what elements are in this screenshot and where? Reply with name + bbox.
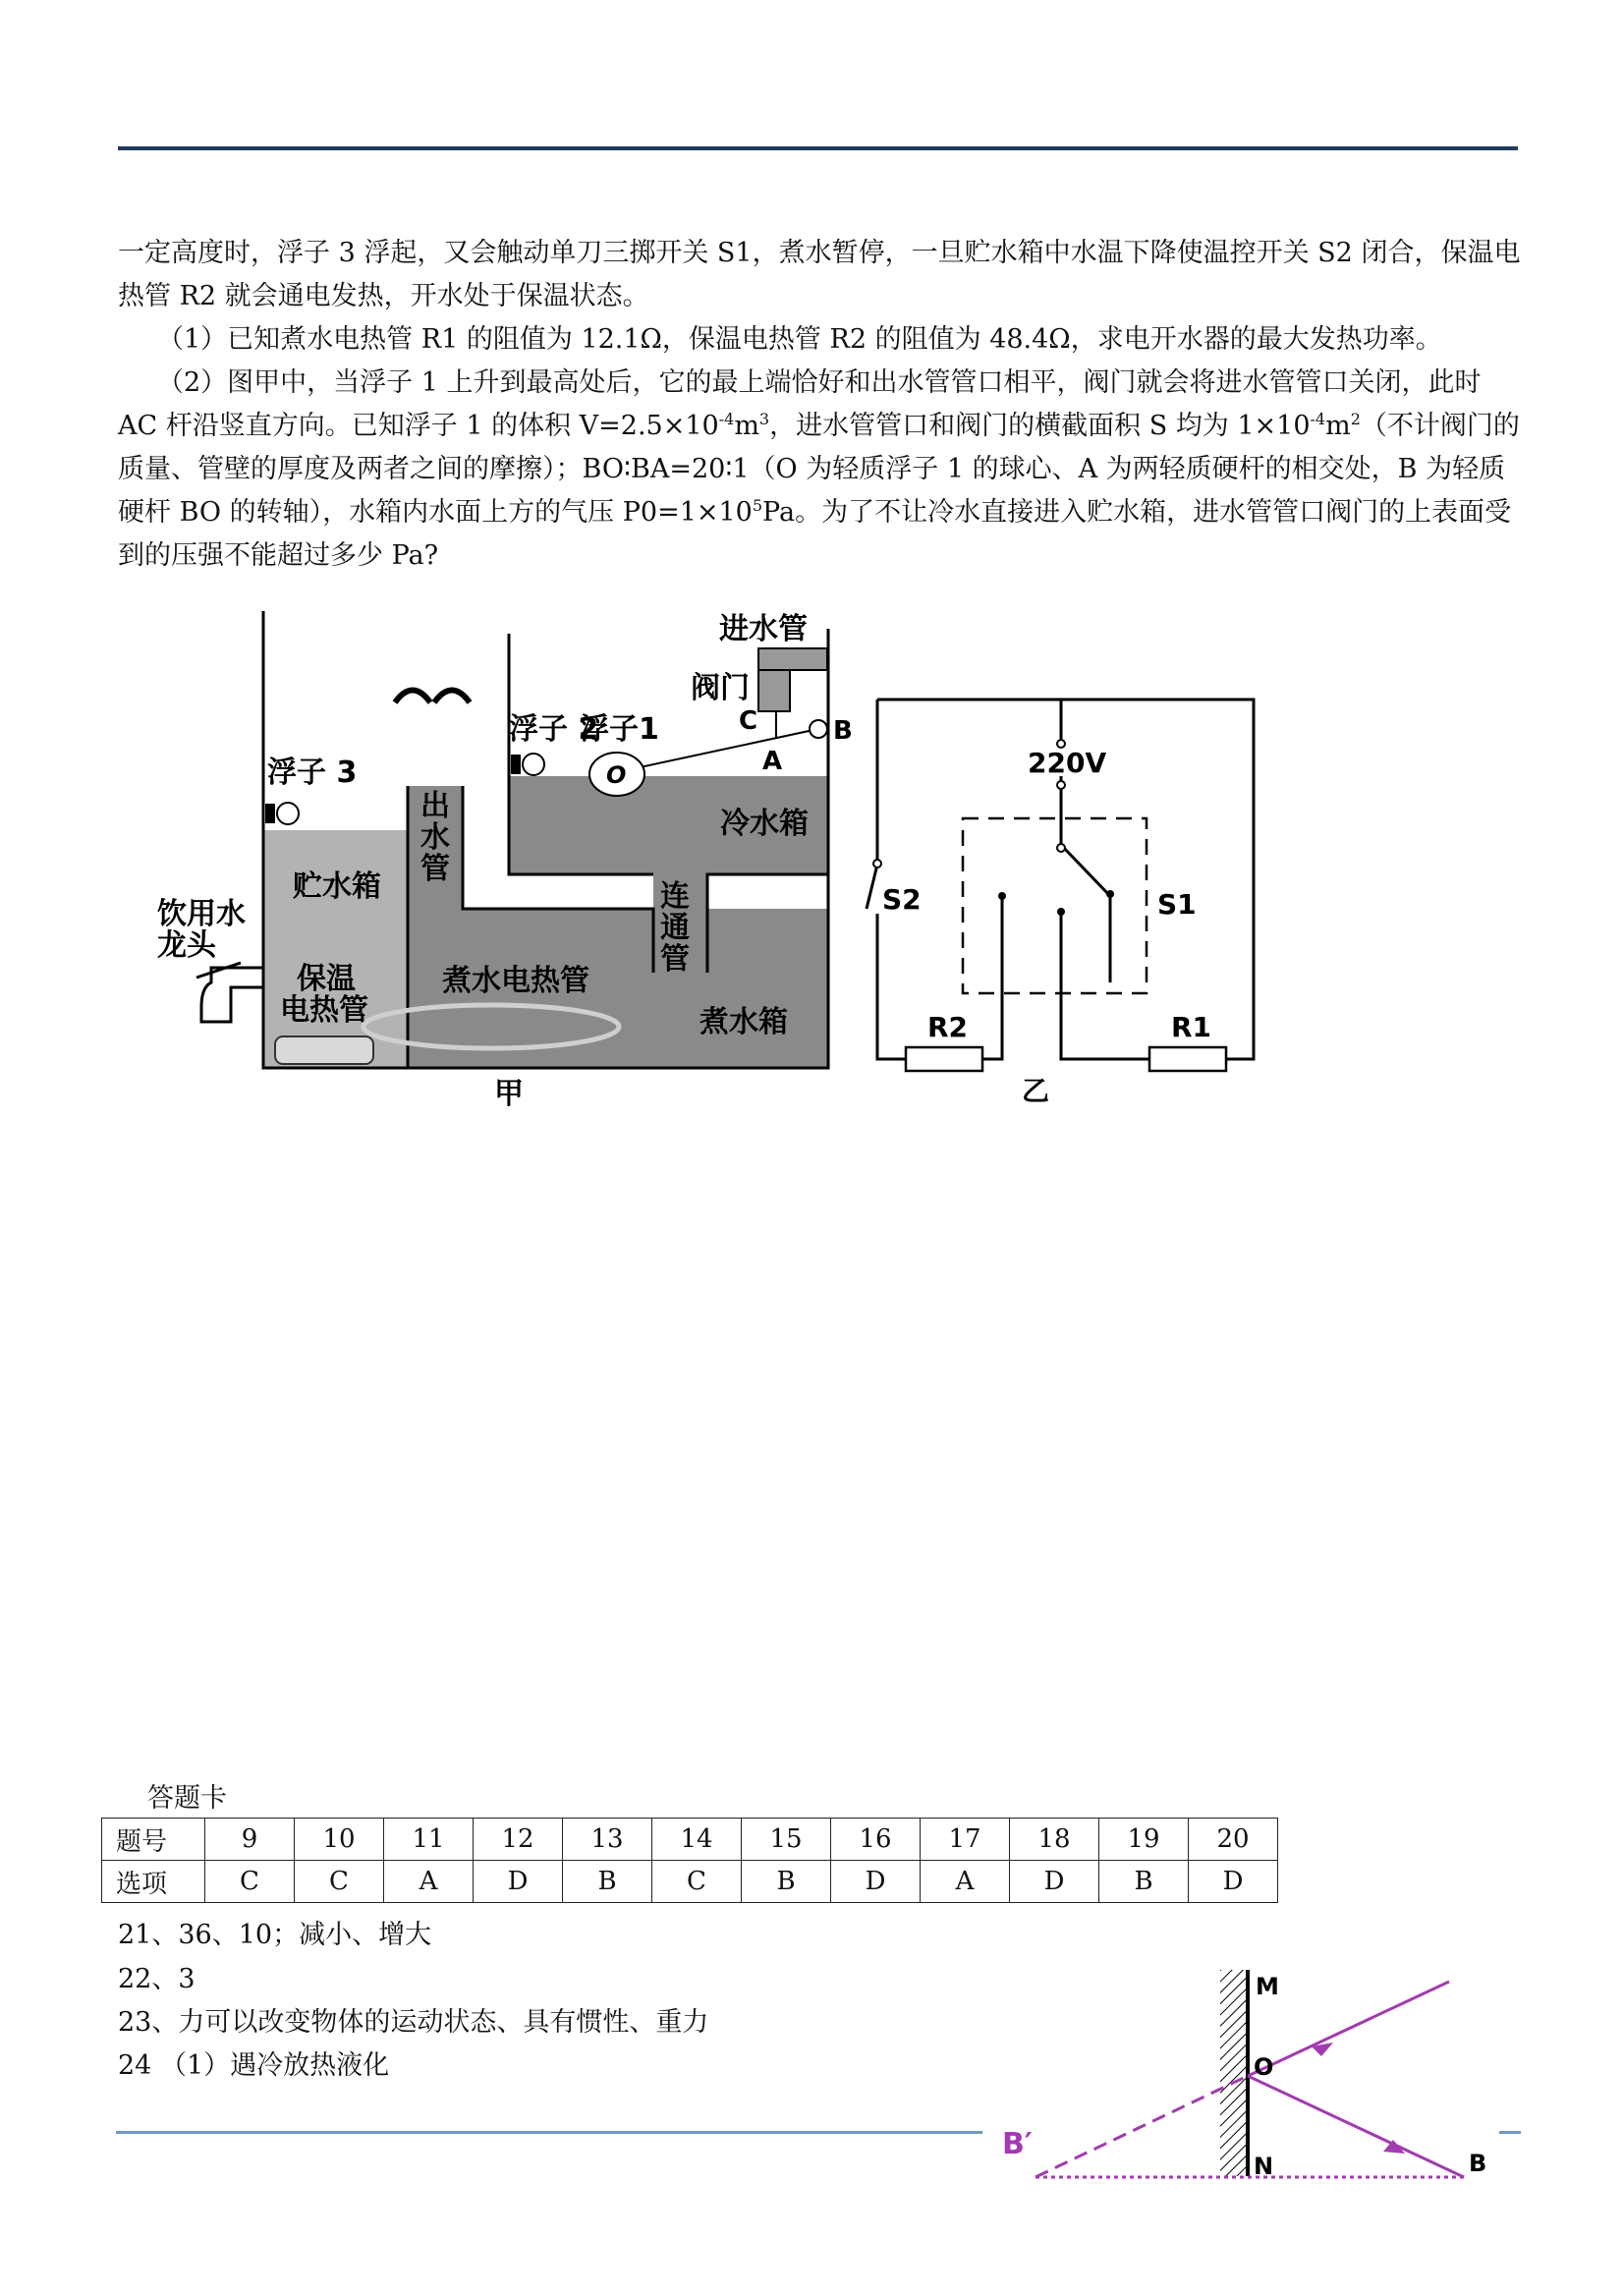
caption-jia: 甲: [494, 1077, 524, 1111]
label-s1: S1: [1157, 888, 1197, 921]
table-cell: D: [1189, 1861, 1278, 1903]
label-inlet-pipe: 进水管: [719, 612, 808, 646]
table-cell: 10: [295, 1819, 384, 1861]
water-heater-figures: [0, 589, 1623, 1140]
steam-icon: [395, 691, 430, 703]
table-cell: 16: [831, 1819, 921, 1861]
inlet-pipe-down: [758, 670, 790, 711]
table-cell: 17: [921, 1819, 1010, 1861]
label-o: O: [1254, 2053, 1274, 2081]
resistor-r1: [1149, 1047, 1226, 1071]
table-cell: 12: [474, 1819, 563, 1861]
keep-warm-coil: [275, 1036, 373, 1064]
table-row: [102, 1819, 1278, 1861]
table-row: [102, 1861, 1278, 1903]
figure-jia: [157, 611, 853, 1111]
footer-rule-right: [1499, 2131, 1521, 2134]
table-cell: 20: [1189, 1819, 1278, 1861]
label-a: A: [762, 747, 783, 776]
table-cell: C: [652, 1861, 742, 1903]
caption-yi: 乙: [1022, 1075, 1050, 1107]
row-header: 题号: [102, 1819, 205, 1861]
table-cell: 15: [742, 1819, 831, 1861]
label-outlet-3: 管: [420, 852, 450, 886]
label-connector-1: 连: [660, 879, 690, 914]
answer-22: 22、3: [118, 1964, 196, 1994]
label-r1: R1: [1171, 1011, 1212, 1043]
label-keep-warm-1: 保温: [297, 962, 356, 996]
table-cell: D: [831, 1861, 921, 1903]
mirror-figure: [982, 1955, 1533, 2191]
float-3: [277, 803, 299, 824]
reflected-ray: [1248, 2076, 1464, 2177]
answer-table: [101, 1818, 1278, 1903]
table-cell: D: [474, 1861, 563, 1903]
label-m: M: [1256, 1973, 1279, 2000]
label-b: B: [1469, 2150, 1487, 2177]
float-2-mount: [511, 755, 521, 774]
table-cell: C: [295, 1861, 384, 1903]
pivot-b: [810, 720, 827, 738]
label-float3: 浮子 3: [267, 756, 358, 790]
row-header: 选项: [102, 1861, 205, 1903]
label-o: O: [606, 761, 627, 789]
label-connector-3: 管: [660, 942, 690, 977]
answer-24: 24 （1）遇冷放热液化: [118, 2050, 390, 2081]
resistor-r2: [906, 1047, 982, 1071]
footer-rule: [116, 2131, 982, 2134]
virtual-ray: [1035, 2076, 1248, 2177]
answer-21: 21、36、10；减小、增大: [118, 1920, 432, 1950]
label-float2: 浮子 2: [509, 712, 599, 747]
question-2: （2）图甲中，当浮子 1 上升到最高处后，它的最上端恰好和出水管管口相平，阀门就会将进水管管口关闭，此时 AC 杆沿竖直方向。已知浮子 1 的体积 $V=2.5\times 10^{-4}m^3$，进水管管口和阀门的横截面积 S 均为 $1\times 10^{-4}m^2$（不计阀门的质量、管壁的厚度及两者之间的摩擦）；BO∶BA=20∶1（O 为轻质浮子 1 的球心、A 为两轻质硬杆的相交处，B 为轻质硬杆 BO 的转轴），水箱内水面上方的气压 $P0=1\times 10^5Pa$。为了不让冷水直接进入贮水箱，进水管管口阀门的上表面受到的压强不能超过多少 Pa?: [118, 367, 1520, 571]
table-cell: D: [1010, 1861, 1099, 1903]
table-cell: C: [205, 1861, 295, 1903]
answer-card-title: 答题卡: [147, 1783, 227, 1814]
label-b: B: [833, 716, 853, 746]
label-float1: 浮子1: [580, 712, 659, 747]
table-cell: 19: [1099, 1819, 1189, 1861]
table-cell: B: [742, 1861, 831, 1903]
label-outlet-2: 水: [420, 820, 450, 855]
label-220v: 220V: [1028, 747, 1107, 779]
label-faucet-1: 饮用水: [157, 897, 246, 931]
header-rule: [118, 146, 1518, 150]
label-connector-2: 通: [660, 911, 690, 945]
label-valve: 阀门: [691, 671, 750, 705]
label-b-prime: B′: [1002, 2127, 1033, 2161]
label-cold-tank: 冷水箱: [720, 807, 809, 841]
paragraph-continuation: 一定高度时，浮子 3 浮起，又会触动单刀三掷开关 S1，煮水暂停，一旦贮水箱中水温下降使温控开关 S2 闭合，保温电热管 R2 就会通电发热，开水处于保温状态。: [118, 238, 1521, 311]
label-boil-heater: 煮水电热管: [442, 964, 589, 998]
float-2: [523, 754, 544, 775]
label-c: C: [739, 706, 758, 736]
float-3-mount: [265, 804, 275, 823]
label-boil-tank: 煮水箱: [700, 1005, 788, 1039]
label-n: N: [1254, 2153, 1274, 2180]
answer-23: 23、力可以改变物体的运动状态、具有惯性、重力: [118, 2007, 709, 2038]
table-cell: A: [384, 1861, 474, 1903]
label-storage-tank: 贮水箱: [293, 869, 381, 904]
storage-water: [263, 830, 408, 1068]
table-cell: 11: [384, 1819, 474, 1861]
faucet-icon: [201, 968, 263, 1022]
label-keep-warm-2: 电热管: [280, 993, 368, 1028]
table-cell: 14: [652, 1819, 742, 1861]
table-cell: B: [1099, 1861, 1189, 1903]
table-cell: 13: [563, 1819, 652, 1861]
table-cell: B: [563, 1861, 652, 1903]
table-cell: 18: [1010, 1819, 1099, 1861]
label-faucet-2: 龙头: [157, 928, 216, 963]
label-r2: R2: [927, 1011, 969, 1043]
label-outlet-1: 出: [420, 789, 450, 823]
mirror-hatching: [1220, 1970, 1248, 2176]
question-1: （1）已知煮水电热管 R1 的阻值为 12.1Ω，保温电热管 R2 的阻值为 48.4Ω，求电开水器的最大发热功率。: [157, 324, 1442, 355]
table-cell: A: [921, 1861, 1010, 1903]
table-cell: 9: [205, 1819, 295, 1861]
label-s2: S2: [882, 883, 922, 916]
steam-icon: [434, 691, 470, 703]
inlet-pipe: [758, 648, 827, 670]
